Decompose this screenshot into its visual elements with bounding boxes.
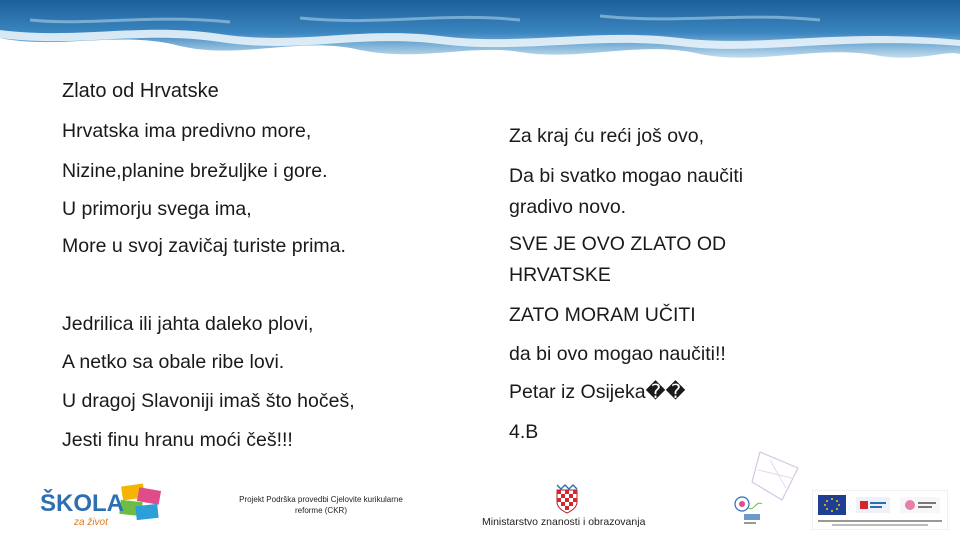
skola-logo-text: ŠKOLA bbox=[40, 490, 124, 517]
poem-line: ZATO MORAM UČITI bbox=[509, 304, 696, 326]
poem-line: Hrvatska ima predivno more, bbox=[62, 120, 312, 142]
poem-line: Jesti finu hranu moći češ!!! bbox=[62, 429, 293, 451]
poem-line: Za kraj ću reći još ovo, bbox=[509, 125, 705, 147]
poem-line: A netko sa obale ribe lovi. bbox=[62, 351, 285, 373]
poem-line: Nizine,planine brežuljke i gore. bbox=[62, 160, 328, 182]
skola-za-zivot-logo bbox=[36, 483, 166, 529]
eu-logo-block bbox=[812, 490, 948, 530]
poem-line: Jedrilica ili jahta daleko plovi, bbox=[62, 313, 314, 335]
clouds-banner bbox=[0, 0, 960, 82]
poem-line: U primorju svega ima, bbox=[62, 198, 252, 220]
ministry-label: Ministarstvo znanosti i obrazovanja bbox=[482, 516, 646, 528]
project-note: Projekt Podrška provedbi Cjelovite kurikularne reforme (CKR) bbox=[239, 495, 403, 515]
poem-line: da bi ovo mogao naučiti!! bbox=[509, 343, 726, 365]
eu-flag-icon bbox=[818, 495, 846, 515]
poem-line: SVE JE OVO ZLATO OD HRVATSKE bbox=[509, 233, 727, 286]
skola-logo-subtext: za život bbox=[74, 517, 108, 528]
poem-line: U dragoj Slavoniji imaš što hočeš, bbox=[62, 390, 355, 412]
poem-line: Petar iz Osijeka�� bbox=[509, 381, 686, 403]
kite-logo bbox=[730, 448, 802, 532]
poem-line: Da bi svatko mogao naučiti gradivo novo. bbox=[509, 165, 744, 218]
croatian-coat-of-arms-icon bbox=[556, 484, 578, 514]
poem-line: 4.B bbox=[509, 421, 539, 443]
page-title: Zlato od Hrvatske bbox=[62, 80, 219, 102]
poem-line: More u svoj zavičaj turiste prima. bbox=[62, 235, 346, 257]
